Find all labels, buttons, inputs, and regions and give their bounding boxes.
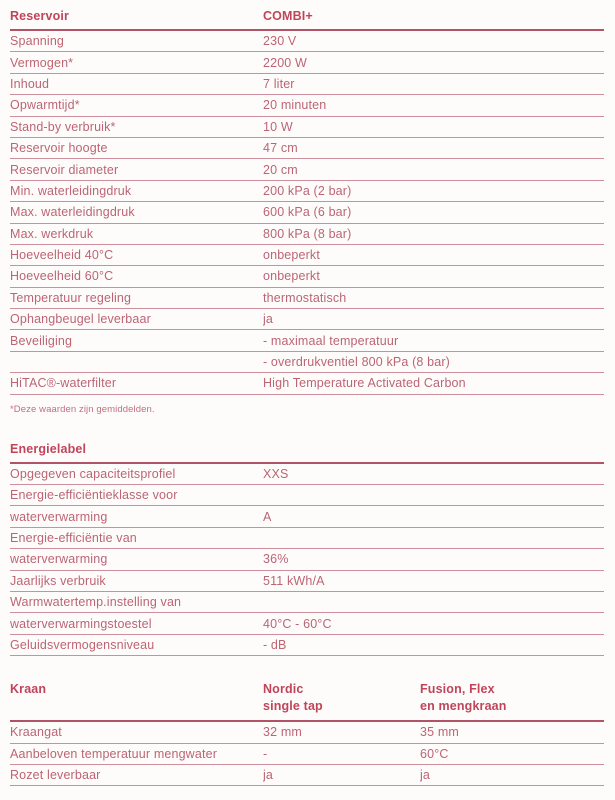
spec-label: Geluidsvermogensniveau xyxy=(10,637,155,652)
energielabel-section-title: Energielabel xyxy=(10,441,87,456)
kraan-section xyxy=(10,681,604,786)
spec-row-efficientie-van-1 xyxy=(10,528,604,549)
spec-value-fusion: 35 mm xyxy=(420,725,459,740)
spec-row-ophangbeugel xyxy=(10,309,604,330)
spec-row-temperatuur-regeling xyxy=(10,288,604,309)
spec-value: onbeperkt xyxy=(263,269,320,284)
spec-row-rozet-leverbaar xyxy=(10,765,604,786)
kraan-header-row xyxy=(10,681,604,722)
spec-label: waterverwarming xyxy=(10,509,108,524)
spec-value: 20 cm xyxy=(263,162,298,177)
spec-row-aanbeloven-temperatuur xyxy=(10,744,604,765)
spec-label: Ophangbeugel leverbaar xyxy=(10,312,151,327)
spec-label: Min. waterleidingdruk xyxy=(10,183,132,198)
spec-value: 7 liter xyxy=(263,76,295,91)
energielabel-section xyxy=(10,442,604,657)
spec-row-reservoir-hoogte xyxy=(10,138,604,159)
spec-row-hoeveelheid-60 xyxy=(10,266,604,287)
spec-label: Opgegeven capaciteitsprofiel xyxy=(10,466,176,481)
spec-label: Energie-efficiëntie van xyxy=(10,531,137,545)
spec-label: Temperatuur regeling xyxy=(10,290,132,305)
spec-row-vermogen xyxy=(10,52,604,73)
spec-value: 40°C - 60°C xyxy=(263,616,332,631)
spec-row-beveiliging-1 xyxy=(10,330,604,351)
spec-value: XXS xyxy=(263,466,289,481)
spec-row-beveiliging-2 xyxy=(10,352,604,373)
spec-row-reservoir-diameter xyxy=(10,159,604,180)
spec-row-opwarmtijd xyxy=(10,95,604,116)
spec-row-efficientieklasse-1 xyxy=(10,485,604,506)
spec-label: Rozet leverbaar xyxy=(10,768,101,783)
spec-row-kraangat xyxy=(10,722,604,743)
spec-row-inhoud xyxy=(10,74,604,95)
spec-row-hitac-waterfilter xyxy=(10,373,604,394)
spec-row-hoeveelheid-40 xyxy=(10,245,604,266)
spec-label: Vermogen* xyxy=(10,55,74,70)
spec-row-capaciteitsprofiel xyxy=(10,464,604,485)
spec-label: Inhoud xyxy=(10,76,50,91)
spec-label: Spanning xyxy=(10,34,65,49)
spec-value: 36% xyxy=(263,552,289,567)
spec-row-standby-verbruik xyxy=(10,117,604,138)
spec-value-fusion: 60°C xyxy=(420,746,449,761)
spec-value: 20 minuten xyxy=(263,98,327,113)
spec-value: ja xyxy=(263,312,274,327)
spec-label: Aanbeloven temperatuur mengwater xyxy=(10,746,218,761)
spec-value-nordic: 32 mm xyxy=(263,725,302,740)
footnote: *Deze waarden zijn gemiddelden. xyxy=(10,403,155,415)
energielabel-header-row xyxy=(10,442,604,464)
spec-row-efficientieklasse-2 xyxy=(10,506,604,527)
spec-label: Energie-efficiëntieklasse voor xyxy=(10,488,178,503)
spec-row-efficientie-van-2 xyxy=(10,549,604,570)
reservoir-section-title: Reservoir xyxy=(10,9,70,23)
spec-value: 511 kWh/A xyxy=(263,573,325,588)
spec-value-fusion: ja xyxy=(420,768,431,783)
spec-value-nordic: ja xyxy=(263,768,274,783)
spec-label: Jaarlijks verbruik xyxy=(10,573,106,588)
spec-row-warmwatertemp-2 xyxy=(10,613,604,634)
spec-value: - maximaal temperatuur xyxy=(263,333,399,348)
spec-row-max-waterleidingdruk xyxy=(10,202,604,223)
spec-value: 2200 W xyxy=(263,55,307,70)
spec-value: - overdrukventiel 800 kPa (8 bar) xyxy=(263,355,450,370)
kraan-column-fusion-line1: Fusion, Flex xyxy=(420,682,495,697)
spec-label: Max. werkdruk xyxy=(10,226,94,241)
spec-row-warmwatertemp-1 xyxy=(10,592,604,613)
spec-value: 800 kPa (8 bar) xyxy=(263,226,352,241)
spec-value: - dB xyxy=(263,637,287,652)
spec-value: 230 V xyxy=(263,34,297,49)
spec-label: Max. waterleidingdruk xyxy=(10,205,135,220)
kraan-section-title: Kraan xyxy=(10,682,47,697)
reservoir-section xyxy=(10,9,604,415)
spec-label: waterverwarmingstoestel xyxy=(10,616,152,631)
kraan-column-nordic xyxy=(263,681,420,714)
spec-value: 10 W xyxy=(263,119,293,134)
spec-value: A xyxy=(263,509,272,524)
kraan-column-nordic-line1: Nordic xyxy=(263,682,304,697)
spec-label: Reservoir hoogte xyxy=(10,141,108,156)
kraan-column-fusion xyxy=(420,681,604,714)
spec-value-nordic: - xyxy=(263,746,268,761)
spec-label: HiTAC®-waterfilter xyxy=(10,376,117,391)
spec-row-max-werkdruk xyxy=(10,224,604,245)
spec-row-spanning xyxy=(10,31,604,52)
spec-label: Hoeveelheid 60°C xyxy=(10,269,114,284)
spec-value: 600 kPa (6 bar) xyxy=(263,205,352,220)
product-name: COMBI+ xyxy=(263,9,313,23)
spec-label: waterverwarming xyxy=(10,552,108,567)
spec-label: Opwarmtijd* xyxy=(10,98,80,113)
spec-label: Warmwatertemp.instelling van xyxy=(10,595,182,610)
spec-row-jaarlijks-verbruik xyxy=(10,571,604,592)
spec-value: thermostatisch xyxy=(263,290,347,305)
spec-label: Stand-by verbruik* xyxy=(10,119,116,134)
kraan-column-nordic-line2: single tap xyxy=(263,698,323,713)
spec-label: Hoeveelheid 40°C xyxy=(10,248,114,263)
spec-label: Beveiliging xyxy=(10,333,73,348)
spec-label: Reservoir diameter xyxy=(10,162,119,177)
spec-value: 47 cm xyxy=(263,141,298,156)
kraan-column-fusion-line2: en mengkraan xyxy=(420,698,507,713)
spec-value: onbeperkt xyxy=(263,248,320,263)
spec-row-min-waterleidingdruk xyxy=(10,181,604,202)
spec-label: Kraangat xyxy=(10,725,62,740)
reservoir-header-row xyxy=(10,9,604,31)
spec-row-geluidsvermogensniveau xyxy=(10,635,604,656)
spec-value: High Temperature Activated Carbon xyxy=(263,376,466,391)
spec-value: 200 kPa (2 bar) xyxy=(263,183,352,198)
